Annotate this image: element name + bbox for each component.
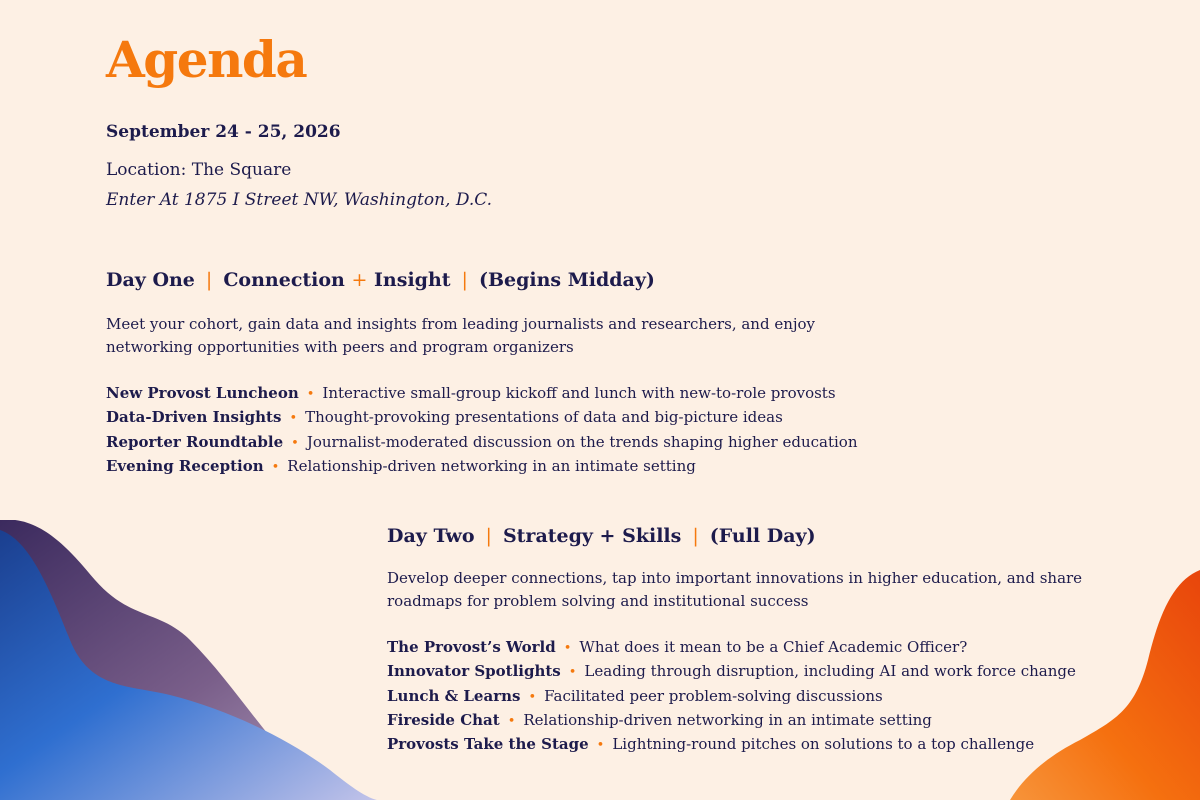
bullet-icon: •	[563, 641, 572, 656]
session-name: Reporter Roundtable	[106, 432, 284, 451]
day-one-theme-b: Insight	[374, 269, 451, 291]
session-item	[106, 431, 866, 455]
heading-separator: |	[692, 525, 699, 547]
bullet-icon: •	[568, 665, 577, 681]
event-address: Enter At 1875 I Street NW, Washington, D.C.	[106, 190, 493, 210]
heading-separator: |	[485, 525, 492, 547]
day-one-label: Day One	[106, 269, 195, 291]
session-item	[387, 733, 1087, 757]
session-item	[106, 406, 866, 430]
day-two-timing: (Full Day)	[709, 525, 816, 547]
bullet-icon: •	[289, 411, 298, 427]
bullet-icon: •	[306, 387, 315, 402]
bullet-icon: •	[291, 435, 299, 451]
day-one-sessions	[106, 382, 866, 479]
session-item	[387, 636, 1087, 660]
session-item	[387, 660, 1087, 684]
day-one-section	[106, 266, 866, 495]
session-name: Innovator Spotlights	[387, 662, 561, 681]
day-two-description: Develop deeper connections, tap into important innovations in higher education, and share roadmaps for problem solving and institutional success	[387, 569, 1083, 610]
session-description: Thought-provoking presentations of data and big-picture ideas	[305, 408, 783, 427]
session-name: Provosts Take the Stage	[387, 735, 589, 754]
day-two-sessions	[387, 636, 1087, 757]
day-one-theme-a: Connection	[223, 269, 345, 291]
session-item	[387, 709, 1087, 733]
session-item	[387, 685, 1087, 709]
day-two-label: Day Two	[387, 525, 475, 547]
day-one-timing: (Begins Midday)	[478, 269, 655, 291]
session-description: Relationship-driven networking in an intimate setting	[287, 456, 696, 475]
session-description: Leading through disruption, including AI and work force change	[584, 662, 1076, 681]
bullet-icon: •	[271, 459, 280, 475]
bullet-icon: •	[596, 738, 605, 754]
session-item	[106, 455, 866, 479]
decorative-wave-left	[0, 520, 420, 800]
page-title: Agenda	[106, 30, 307, 89]
session-description: Relationship-driven networking in an intimate setting	[523, 710, 932, 729]
session-name: Fireside Chat	[387, 710, 500, 729]
day-one-heading	[106, 266, 866, 294]
session-description: Facilitated peer problem-solving discussions	[544, 686, 883, 705]
session-name: Data-Driven Insights	[106, 408, 282, 427]
bullet-icon: •	[528, 689, 537, 705]
session-item	[106, 382, 866, 406]
session-description: What does it mean to be a Chief Academic Officer?	[579, 638, 968, 656]
heading-separator: |	[461, 269, 468, 291]
session-description: Lightning-round pitches on solutions to a top challenge	[612, 735, 1035, 754]
day-two-heading	[387, 522, 1087, 550]
bullet-icon: •	[507, 713, 516, 729]
session-name: The Provost’s World	[387, 638, 556, 656]
session-description: Journalist-moderated discussion on the trends shaping higher education	[306, 432, 858, 451]
day-two-theme: Strategy + Skills	[502, 525, 682, 547]
session-description: Interactive small-group kickoff and lunch with new-to-role provosts	[322, 384, 836, 402]
event-dates: September 24 - 25, 2026	[106, 122, 341, 142]
session-name: Lunch & Learns	[387, 686, 521, 705]
session-name: New Provost Luncheon	[106, 384, 299, 402]
session-name: Evening Reception	[106, 456, 264, 475]
event-location: Location: The Square	[106, 160, 292, 180]
plus-sign: +	[351, 269, 368, 291]
day-one-description: Meet your cohort, gain data and insights from leading journalists and researchers, and enjoy networking opportunities with peers and program organizers	[106, 315, 816, 356]
day-two-section	[387, 522, 1087, 773]
heading-separator: |	[205, 269, 213, 291]
